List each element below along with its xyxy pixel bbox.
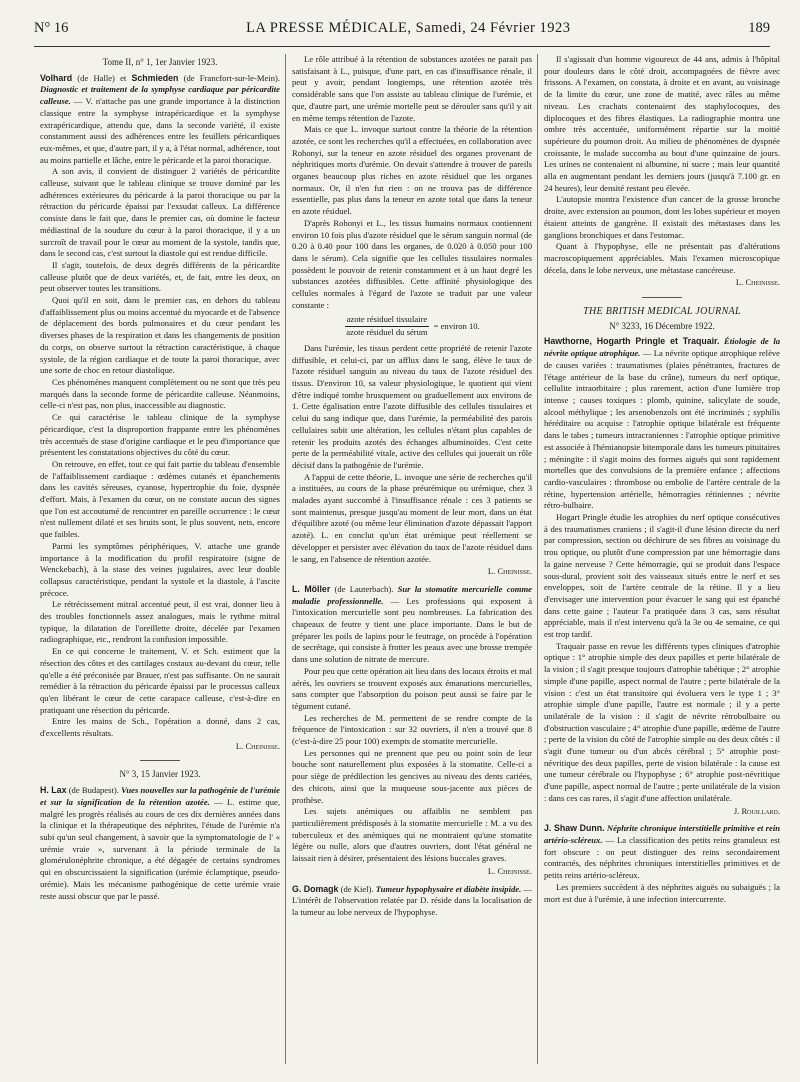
paragraph: Quant à l'hypophyse, elle ne présentait pas d'altérations macroscopiquement appréciables. Mais l'examen microscopique décela, dans le lobe nerveux, une métastase cancéreuse. <box>544 241 780 275</box>
paragraph: Pour peu que cette opération ait lieu dans des locaux étroits et mal aérés, les ouvriers se trouvent exposés aux émanations mercurielles, sans compter que l'absorption du poison peut aussi se faire par le tégument cutané. <box>292 665 532 711</box>
running-title <box>246 20 570 37</box>
paragraph: Le rôle attribué à la rétention de substances azotées ne parait pas satisfaisant à L., puisque, d'une part, en cas d'insuffisance rénale, il peut y avoir, pendant longtemps, une rétention azotée très considérable sans que l'on assiste au tableau clinique de l'urémie, et que, d'autre part, une urémie mortelle peut se dérouler sans qu'il y ait en même temps rétention de l'azote. <box>292 54 532 123</box>
paragraph: Les premiers succèdent à des néphrites aiguës ou subaiguës ; la mort est due à l'urémie, à une infection intercurrente. <box>544 881 780 904</box>
column-1 <box>40 54 280 1074</box>
author-affiliation: (de Budapest). <box>68 785 119 796</box>
paragraph-text: — V. n'attache pas une grande importance à la distinction classique entre la symphyse intrapéricardique et la symphyse extrapéricardique, attendu que, dans la seconde variété, il existe constamment aussi des adhérences entre les feuillets péricardiques eux-mêmes, et que, d'autre part, il y a, à l'état normal, adhérence, tout au moins partielle et lâche, entre le péricarde et la paroi thoracique. <box>40 96 280 165</box>
paragraph: Les sujets anémiques ou affaiblis ne semblent pas particulièrement prédisposés à la stomatite mercurielle : M. a vu des tuberculeux et des anémiques qui ne montraient qu'une stomatite légère ou nulle, alors que d'autres ouvriers, dont l'état général ne laissait rien à désirer, présentaient des lésions buccales graves. <box>292 806 532 864</box>
issue-reference: Tome II, n° 1, 1er Janvier 1923. <box>102 57 218 67</box>
column-divider <box>537 54 538 1064</box>
article-author: Schmieden <box>131 72 179 83</box>
article-abstract <box>544 336 780 512</box>
paragraph: Mais ce que L. invoque surtout contre la théorie de la rétention azotée, ce sont les recherches qu'il a effectuées, en collaboration avec Rohonyi, sur la teneur en azote résiduel des organes provenant de néphritiques morts d'urémie. On devait s'attendre à trouver de pareils organes beaucoup plus riches en azote résiduel que les organes normaux. Or, il n'en fut rien : on ne trouva pas de différence essentielle, pas plus dans la teneur en azote total que dans la teneur en azote résiduel. <box>292 124 532 217</box>
signature: L. Cheinisse. <box>235 740 280 751</box>
article-author: Hawthorne, Hogarth Pringle et Traquair. <box>544 336 720 347</box>
paragraph: Parmi les symptômes périphériques, V. attache une grande importance à la modification du profil respiratoire (signe de Wenckebach), à la stase des veines jugulaires, avec leur double collapsus caractéristique, pendant la systole et la diastole, à l'ascite précoce. <box>40 540 280 598</box>
paragraph: Hogart Pringle étudie les atrophies du nerf optique consécutives à des traumatismes craniens ; il s'agit-il d'une lésion directe du nerf par compression, section ou déchirure de ses fibres au voisinage du trou optique, ou plutôt d'une compression par une hémorragie dans la gaine nerveuse ? Cette hémorragie, qui se produit dans l'espace sous-dural, provient soit des vaisseaux situés entre le nerf et ses enveloppes, soit de l'artère centrale de la rétine. Il y a lieu d'envisager une intervention pour évacuer le sang qui est épanché dans cette gaine ; l'auteur l'a pratiquée dans 3 cas, sans résultat appréciable, mais il n'est intervenu qu'à la 3e ou 4e semaine, ce qui est trop tardif. <box>544 512 780 640</box>
column-3 <box>544 54 780 1074</box>
paragraph: Entre les mains de Sch., l'opération a donné, dans 2 cas, d'excellents résultats. <box>40 716 280 739</box>
formula-result: = environ 10. <box>433 320 480 331</box>
paragraph-text: — L'intérêt de l'observation relatée par D. réside dans la localisation de la tumeur au lobe nerveux de l'hypophyse. <box>292 883 532 917</box>
signature: L. Cheinisse. <box>487 566 532 577</box>
author-affiliation: (de Kiel). <box>340 883 374 894</box>
issue-reference: N° 3233, 16 Décembre 1922. <box>609 320 715 331</box>
paragraph: Les personnes qui ne prennent que peu ou point soin de leur bouche sont naturellement plus exposées à la stomatite. Celle-ci a pour siège de prédilection les gencives au niveau des dents cariées, des chicots, ainsi que la muqueuse sous-jacente aux pièces de prothèse. <box>292 747 532 805</box>
article-title: Étiologie de la névrite optique atrophique. <box>544 336 780 359</box>
article-abstract <box>292 584 532 666</box>
signature: L. Cheinisse. <box>735 277 780 288</box>
article-title: Diagnostic et traitement de la symphyse cardiaque par péricardite calleuse. <box>40 84 280 107</box>
author-affiliation: (de Francfort-sur-le-Mein). <box>183 72 280 83</box>
paragraph: A l'appui de cette théorie, L. invoque une série de recherches qu'il a instituées, au cours de la phase préurémique ou urémique, chez 3 malades ayant succombé à l'insuffisance rénale : ces 3 patients se sont maintenus, presque jusqu'au moment de leur mort, dans un état d'équilibre azoté (ou même leur élimination d'azote dépassait l'apport azoté). L. en conclut qu'un état urémique peut réellement se développer et persister avec élévation du taux de l'azote résiduel dans le sang, en l'absence de rétention azotée. <box>292 471 532 564</box>
paragraph: Le rétrécissement mitral accentué peut, il est vrai, donner lieu à des troubles fonctionnels assez analogues, mais le rythme mitral typique, la dilatation de l'oreillette droite, décelée par l'examen radiographique, etc., rendront la confusion impossible. <box>40 599 280 645</box>
paragraph: On retrouve, en effet, tout ce qui fait partie du tableau d'ensemble de l'affaiblissement cardiaque : œdèmes cutanés et épanchements dans les cavités séreuses, cyanose, hypertrophie du foie, dyspnée d'effort. Mais, à l'examen du cœur, on ne constate aucun des signes que l'on est accoutumé de rencontrer en pareille occurrence : le cœur n'est nullement dilaté et ses bruits sont, le plus souvent, nets, encore que faibles. <box>40 458 280 540</box>
article-title: Tumeur hypophysaire et diabète insipide. <box>375 883 522 894</box>
issue-number: N° 16 <box>34 20 69 36</box>
fraction <box>344 314 429 338</box>
author-affiliation: (de Halle) et <box>77 72 127 83</box>
section-divider <box>642 297 682 298</box>
article-title: Vues nouvelles sur la pathogénie de l'urémie et sur la signification de la rétention azotée. <box>40 785 280 807</box>
paragraph: Il s'agit, toutefois, de deux degrés différents de la péricardite calleuse plutôt que de deux variétés, et, de fait, entre les deux, on peut observer toutes les transitions. <box>40 259 280 294</box>
article-abstract <box>544 823 780 882</box>
page-number: 189 <box>748 20 770 36</box>
article-title: Néphrite chronique interstitielle primitive et rein artério-scléreux. <box>544 823 780 845</box>
publication-date: Samedi, 24 Février 1923 <box>415 20 571 36</box>
quotient-formula <box>292 314 532 338</box>
article-abstract <box>40 73 280 167</box>
journal-name: LA PRESSE MÉDICALE, <box>246 20 412 36</box>
paragraph-text: — La névrite optique atrophique relève de causes variées : traumatismes (plaies pénétrantes, fractures de l'étage antérieur de la base du crâne), tumeurs du nerf optique, cellulite intraorbitaire ; plus rarement, action d'une lumière trop intense ; causes toxiques : plomb, quinine, salicylate de soude, alcool méthylique ; les arsenobenzols ont été incriminés ; syphilis héréditaire ou acquise : l'atrophie optique bilatérale est fréquente dans le tabes ; tumeurs intracraniennes : l'atrophie optique primitive est associée à l'hémianopsie bitemporale dans les tumeurs pituitaires ; méningite : il s'agit moins des formes aiguës qui sont rapidement mortelles que des convulsions de la première enfance ; affections cardio-vasculaires : thrombose ou embolie de l'artère centrale de la rétine, hypertension artérielle, hémorragies rétiniennes ; névrite rétro-bulbaire. <box>544 348 780 511</box>
journal-heading: THE BRITISH MEDICAL JOURNAL <box>583 306 741 318</box>
paragraph-text: — La classification des petits reins granuleux est fort obscure : on peut distinguer des reins secondairement contractés, des néphrites chroniques interstitielles primitives et de petits reins artério-scléreux. <box>544 835 780 881</box>
article-title: Sur la stomatite mercurielle comme maladie professionnelle. <box>292 583 532 606</box>
article-author: J. Shaw Dunn. <box>544 823 605 834</box>
article-abstract <box>40 785 280 902</box>
article-author: Volhard <box>40 72 73 83</box>
signature: J. Rouillard. <box>733 805 780 816</box>
page-header <box>34 20 770 44</box>
section-divider <box>140 760 180 761</box>
fraction-numerator: azote résiduel tissulaire <box>345 314 430 327</box>
header-rule <box>34 46 770 47</box>
fraction-denominator: azote résiduel du sérum <box>346 327 428 338</box>
paragraph: Ce qui caractérise le tableau clinique de la symphyse péricardique, c'est la disproportion frappante entre les phénomènes très accentués de stase d'origine cardiaque et le peu d'importance que présentent les constatations objectives du côté du cœur. <box>40 412 280 458</box>
paragraph: En ce qui concerne le traitement, V. et Sch. estiment que la résection des côtes et des cartilages costaux au-devant du cœur, telle qu'elle a été préconisée par Brauer, n'est pas suffisante. On ne saurait remédier à la rétraction du péricarde épaissi par le processus calleux qu'en libérant le cœur de cette carapace calleuse, c'est-à-dire en pratiquant une résection du péricarde. <box>40 646 280 715</box>
paragraph: L'autopsie montra l'existence d'un cancer de la grosse bronche droite, avec extension au poumon, dont les lobes supérieur et moyen étaient atteints de gangrène. Il existait des métastases dans les ganglions bronchiques et dans l'estomac. <box>544 194 780 240</box>
paragraph: Les recherches de M. permettent de se rendre compte de la fréquence de l'intoxication : sur 32 ouvriers, il n'en a trouvé que 8 (c'est-à-dire 25 pour 100) exempts de stomatite mercurielle. <box>292 712 532 747</box>
paragraph: Ces phénomènes manquent complètement ou ne sont que très peu marqués dans la seconde forme de péricardite calleuse. Néanmoins, celle-ci n'est pas, non plus, inaccessible au diagnostic. <box>40 376 280 411</box>
paragraph: A son avis, il convient de distinguer 2 variétés de péricardite calleuse, suivant que le tableau clinique se trouve dominé par les adhérences extérieures du péricarde à la paroi thoracique ou par la rétraction du péricarde épaissi par l'exsudat calleux. La différence consiste dans le fait que, dans le premier cas, où domine le facteur médiastinal de la soudure du cœur à la paroi thoracique, il y a un surcroît de travail pour le cœur au moment de la systole, tandis que, dans le second cas, c'est surtout la diastole qui est rendue difficile. <box>40 166 280 259</box>
paragraph-text: — L. estime que, malgré les progrès réalisés au cours de ces dix dernières années dans la clinique et la thérapeutique des néphrites, l'étude de l'urémie n'a subi qu'un seul changement, à savoir que la symptomatologie de l' « urémie vraie », survenant à la période terminale de la glomérulonéphrite chronique, a été dégagée de certains syndromes qui en obscurcissaient la signification (urémie éclamptique, pseudo-urémie). Mais les mécanisme pathogénique de cette urémie vraie reste aussi obscur que par le passé. <box>40 796 280 901</box>
author-affiliation: (de Lauterbach). <box>334 583 394 594</box>
paragraph: Traquair passe en revue les différents types cliniques d'atrophie optique : 1° atrophie simple des deux papilles et perte bilatérale de la vision ; il s'agit presque toujours d'atrophie tabétique ; 2° atrophie simple d'une papille, aspect normal de l'autre ; perte bilatérale de la vision : c'est un état transitoire qui évoluera vers le type 1 ; 3° atrophie simple d'une papille, l'autre est normale ; il y a perte unilatérale de la vision : il s'agit de névrite rétrobulbaire ou d'obstruction vasculaire ; 4° atrophie d'une papille, œdème de l'autre ; perte de la vision du côté de l'atrophie simple ou des deux côtés : il s'agit d'une tumeur ou d'un abcès cérébral ; 5° atrophie post-névritique des deux papilles, perte de vision bilatérale : la cause est une tumeur cérébrale ou l'hypophyse ; 6° atrophie post-névritique d'une papille, aspect normal de l'autre ; perte unilatérale de la vision : dans ces cas rares, il s'agit d'une affection unilatérale. <box>544 640 780 803</box>
article-author: L. Möller <box>292 583 331 594</box>
article-author: G. Domagk <box>292 883 339 894</box>
issue-reference: N° 3, 15 Janvier 1923. <box>119 769 201 780</box>
paragraph: D'après Rohonyi et L., les tissus humains normaux contiennent environ 10 fois plus d'azote résiduel que le sérum sanguin normal (de 0.20 à 0.40 pour 100 dans les organes, de 0.020 à 0.050 pour 100 dans le sérum). Cela signifie que les cellules tissulaires normales possèdent le pouvoir de retenir constamment et à un haut degré les substances azotées diffusibles. Cette affinité physiologique des cellules normales à l'égard de l'azote se traduit par une valeur constante : <box>292 217 532 310</box>
signature: L. Cheinisse. <box>487 865 532 876</box>
article-abstract <box>292 884 532 919</box>
paragraph: Quoi qu'il en soit, dans le premier cas, en dehors du tableau d'affaiblissement plus ou moins accentué du myocarde et de l'absence de déplacement des bords pulmonaires et du cœur pendant les diverses phases de la respiration et dans les changements de position du corps, on observe surtout la rétraction caractéristique, à chaque systole, de la région cardiaque et de toute la paroi thoracique, avec une sorte de choc en retour diastolique. <box>40 295 280 376</box>
paragraph: Dans l'urémie, les tissus perdent cette propriété de retenir l'azote diffusible, et celui-ci, par un afflux dans le sang, élève le taux de l'azote résiduel sanguin au niveau du taux de l'azote résiduel des tissus. D'environ 10, sa valeur physiologique, le quotient qui vient d'être indiqué tombe brusquement ou graduellement aux environs de 1. Cette égalisation entre l'azote diffusible des cellules tissulaires et celui du sang indique que, dans l'urémie, la perméabilité des parois cellulaires subit une altération, les cellules n'étant plus capables de retenir les produits azotés des échanges albuminoïdes. C'est cette perte de la perméabilité vitale, active des cellules qui jouerait un rôle décisif dans la pathogénie de l'urémie. <box>292 342 532 470</box>
paragraph: Il s'agissait d'un homme vigoureux de 44 ans, admis à l'hôpital pour douleurs dans le côté droit, accompagnées de fièvre avec frissons. A l'examen, on constata, à droite et en avant, au voisinage de la limite du cœur, une zone de matité, avec râles au même niveau. Les crachats contenaient des staphylocoques, des diplocoques et des fibres élastiques. La radiographie montra une ombre très accentuée, uniformément répartie sur la moitié supérieure du poumon droit. Au milieu de phénomènes de dyspnée croissante, le malade succomba au bout d'une quinzaine de jours. Les urines ne contenaient ni albumine, ni sucre ; mais leur quantité alla en augmentant pendant les derniers jours (jusqu'à 7.100 gr. en 24 heures), leur densité restant peu élevée. <box>544 54 780 193</box>
column-divider <box>285 54 286 1064</box>
paragraph-text: — Les professions qui exposent à l'intoxication mercurielle sont peu nombreuses. La fabrication des chapeaux de feutre y tient une place importante. Dans le but de préparer les poils de lapins pour le feutrage, on procède à l'opération de secrétage, qui consiste à frotter les peaux avec une brosse trempée dans une solution de nitrate de mercure. <box>292 595 532 665</box>
article-author: H. Lax <box>40 785 67 796</box>
column-2 <box>292 54 532 1074</box>
